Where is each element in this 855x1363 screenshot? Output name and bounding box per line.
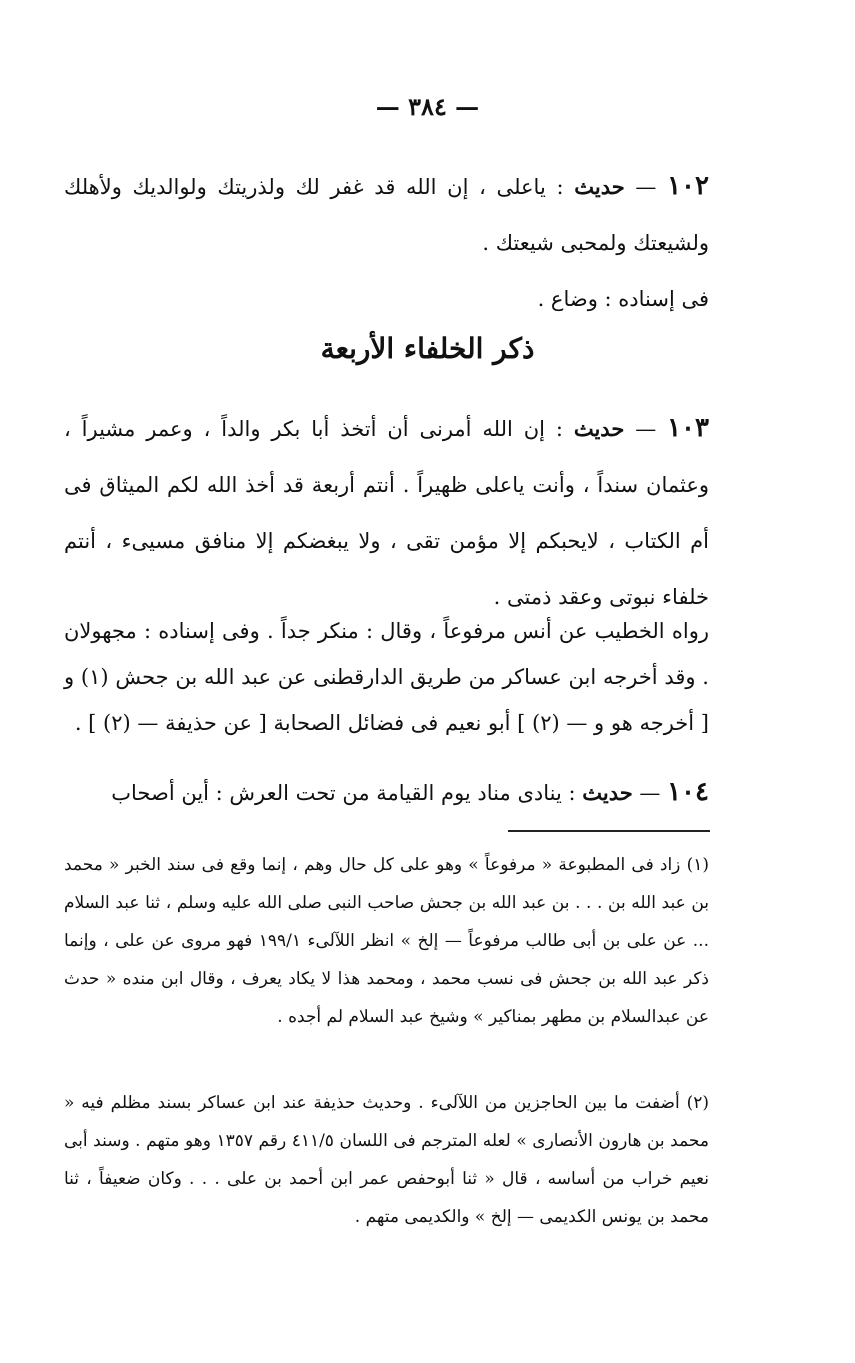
hadith-102-isnad: فى إسناده : وضاع . xyxy=(537,287,709,311)
hadith-103-commentary xyxy=(64,608,709,746)
footnote-divider xyxy=(508,830,710,832)
hadith-102 xyxy=(64,158,709,327)
hadith-103-body: : إن الله أمرنى أن أتخذ أبا بكر والداً ، وعمر مشيراً ، وعثمان سنداً ، وأنت ياعلى ظهيراً . أنتم أربعة قد أخذ الله لكم الميثاق فى أم الكتاب ، لايحبكم إلا مؤمن تقى ، ولا يبغضكم إلا منافق مسيىء ، أنتم خلفاء نبوتى وعقد ذمتى . xyxy=(64,417,709,609)
footnote-2 xyxy=(64,1084,709,1236)
hadith-104 xyxy=(64,764,709,821)
hadith-104-number: ١٠٤ xyxy=(667,777,709,807)
hadith-103-text xyxy=(64,400,709,625)
hadith-104-label: حديث xyxy=(582,780,633,805)
hadith-102-body: : ياعلى ، إن الله قد غفر لك ولذريتك ولوالديك ولأهلك ولشيعتك ولمحبى شيعتك . xyxy=(64,175,709,255)
hadith-103-commentary-text: رواه الخطيب عن أنس مرفوعاً ، وقال : منكر جداً . وفى إسناده : مجهولان . وقد أخرجه ابن عساكر من طريق الدارقطنى عن عبد الله بن جحش (١) و [ أخرجه هو و — (٢) ] أبو نعيم فى فضائل الصحابة [ عن حذيفة — (٢) ] . xyxy=(64,619,709,735)
hadith-102-text xyxy=(64,158,709,271)
hadith-104-dash: — xyxy=(632,781,668,805)
hadith-104-body: : ينادى مناد يوم القيامة من تحت العرش : أين أصحاب xyxy=(111,781,583,805)
hadith-103-label: حديث xyxy=(573,416,625,441)
section-title: ذكر الخلفاء الأربعة xyxy=(320,332,535,365)
footnote-2-text: (٢) أضفت ما بين الحاجزين من اللآلىء . وحديث حذيفة عند ابن عساكر بسند مظلم فيه « محمد بن هارون الأنصارى » لعله المترجم فى اللسان ٤١١/٥ رقم ١٣٥٧ وهو متهم . وسند أبى نعيم خراب من أساسه ، قال « ثنا أبوحفص عمر ابن أحمد بن على . . . وكان ضعيفاً ، ثنا محمد بن يونس الكديمى — إلخ » والكديمى متهم . xyxy=(64,1093,709,1227)
hadith-102-number: ١٠٢ xyxy=(667,171,709,201)
hadith-103-number: ١٠٣ xyxy=(667,413,709,443)
page-number: — ٣٨٤ — xyxy=(375,92,480,121)
footnote-1-text: (١) زاد فى المطبوعة « مرفوعاً » وهو على كل حال وهم ، إنما وقع فى سند الخبر « محمد بن عبد الله بن . . . بن عبد الله بن جحش صاحب النبى صلى الله عليه وسلم ، ثنا عبد السلام ... عن على بن أبى طالب مرفوعاً — إلخ » انظر اللآلىء ١٩٩/١ فهو مروى عن على ، وإنما ذكر عبد الله بن جحش فى نسب محمد ، ومحمد هذا لا يكاد يعرف ، وقال ابن منده « حدث عن عبدالسلام بن مطهر بمناكير » وشيخ عبد السلام لم أجده . xyxy=(64,855,709,1027)
hadith-104-text xyxy=(64,764,709,821)
hadith-103-dash: — xyxy=(624,417,668,441)
hadith-102-dash: — xyxy=(624,175,668,199)
footnote-1 xyxy=(64,846,709,1036)
hadith-102-label: حديث xyxy=(574,174,625,199)
hadith-103 xyxy=(64,400,709,625)
